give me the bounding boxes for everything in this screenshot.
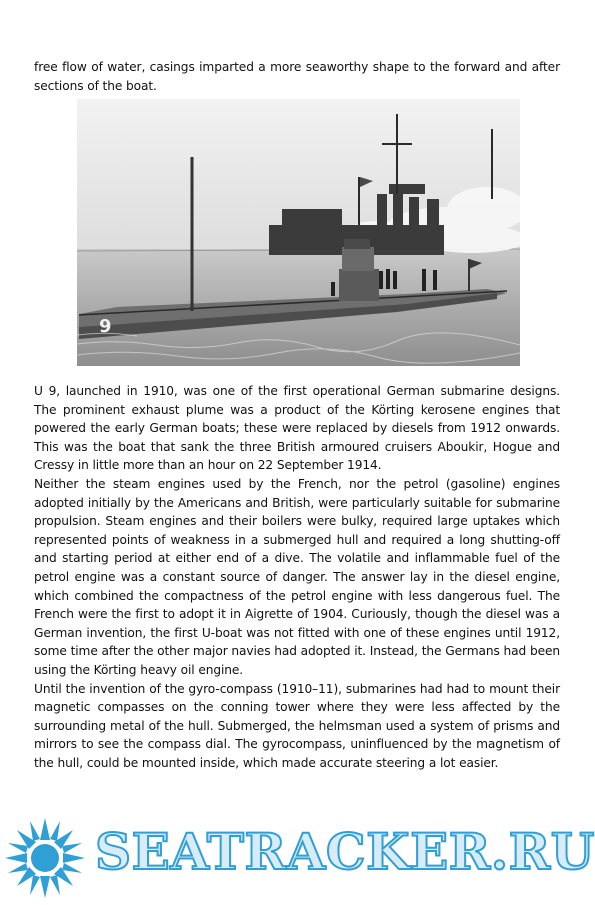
paragraph-u9: U 9, launched in 1910, was one of the first operational German submarine designs. The prominent exhaust plume was a product of the Körting kerosene engines that powered the early German boats; these were replaced by diesels from 1912 onwards. This was the boat that sank the three British armoured cruisers Aboukir, Hogue and Cressy in little more than an hour on 22 September 1914.	[34, 384, 560, 473]
submarine-photo	[77, 99, 520, 366]
intro-paragraph: free flow of water, casings imparted a more seaworthy shape to the forward and after sections of the boat.	[34, 60, 560, 93]
article-body	[34, 382, 560, 772]
paragraph-engines: Neither the steam engines used by the French, nor the petrol (gasoline) engines adopted initially by the Americans and British, were particularly suitable for submarine propulsion. Steam engines and their boilers were bulky, required large uptakes which represented points of weakness in a submerged hull and required a long shutting-off and starting period at either end of a dive. The volatile and inflammable fuel of the petrol engine was a constant source of danger. The answer lay in the diesel engine, which combined the compactness of the petrol engine with less dangerous fuel. The French were the first to adopt it in Aigrette of 1904. Curiously, though the diesel was a German invention, the first U-boat was not fitted with one of these engines until 1912, some time after the other major navies had adopted it. Instead, the Germans had been using the Körting heavy oil engine.	[34, 476, 560, 677]
submarine-photo-illustration	[77, 99, 520, 366]
hull-number: 9	[99, 316, 112, 337]
intro-text	[34, 58, 560, 95]
paragraph-gyro-compass: Until the invention of the gyro-compass (1910–11), submarines had had to mount their magnetic compasses on the conning tower where they were less affected by the surrounding metal of the hull. Submerged, the helmsman used a system of prisms and mirrors to see the compass dial. The gyrocompass, uninfluenced by the magnetism of the hull, could be mounted inside, which made accurate steering a lot easier.	[34, 681, 560, 770]
watermark-text: SEATRACKER.RU	[95, 822, 595, 881]
